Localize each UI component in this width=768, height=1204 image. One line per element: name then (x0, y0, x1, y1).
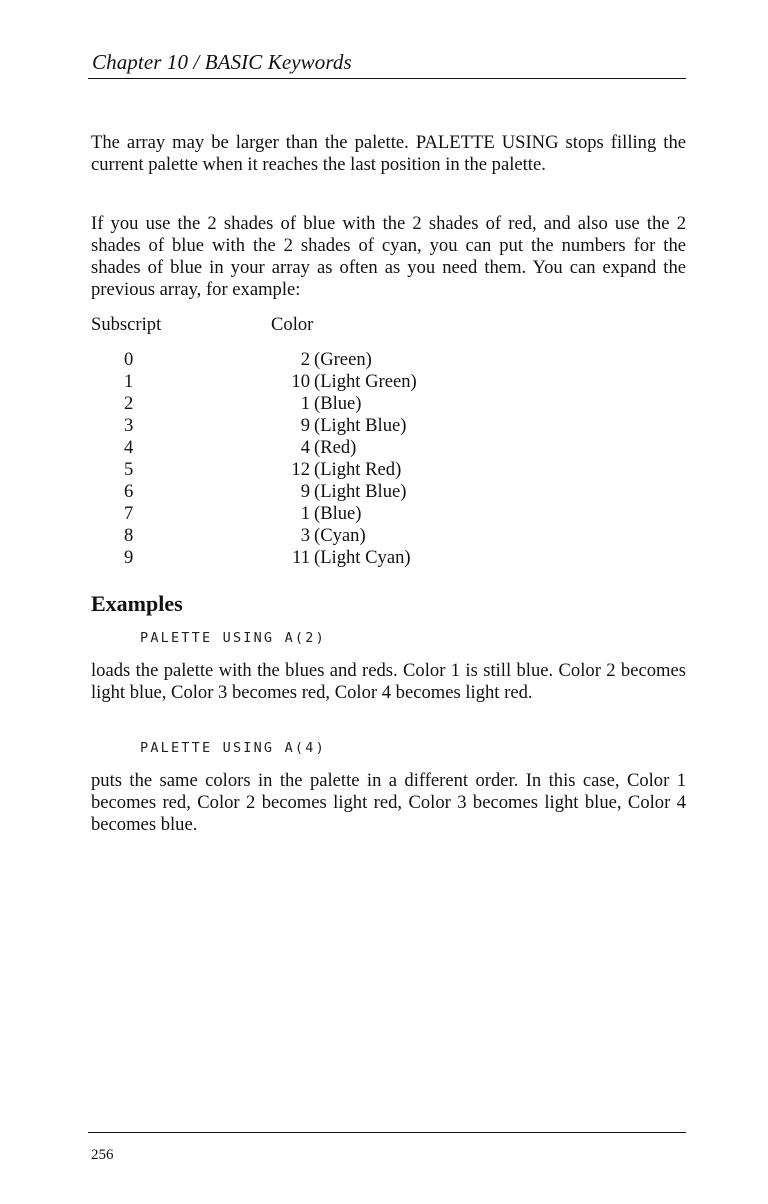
subscript-cell: 0 (124, 349, 134, 370)
color-name-cell: (Blue) (314, 393, 362, 414)
table-row (91, 437, 591, 459)
color-name-cell: (Light Blue) (314, 481, 407, 502)
table-row (91, 459, 591, 481)
subscript-cell: 7 (124, 503, 134, 524)
code-example-1: PALETTE USING A(2) (140, 630, 326, 646)
paragraph-shades: If you use the 2 shades of blue with the 2 shades of red, and also use the 2 shades of blue with the 2 shades of cyan, you can put the numbers for the shades of blue in your array as often as you need them. You can expand the previous array, for example: (91, 213, 686, 300)
paragraph-example-1: loads the palette with the blues and reds. Color 1 is still blue. Color 2 becomes light blue, Color 3 becomes red, Color 4 becomes light red. (91, 660, 686, 703)
color-number-cell: 3 (300, 525, 310, 546)
page-number: 256 (91, 1147, 114, 1163)
color-name-cell: (Light Cyan) (314, 547, 411, 568)
table-row (91, 525, 591, 547)
subscript-cell: 5 (124, 459, 134, 480)
color-name-cell: (Light Red) (314, 459, 402, 480)
color-number-cell: 2 (300, 349, 310, 370)
color-number-cell: 1 (300, 393, 310, 414)
table-row (91, 393, 591, 415)
running-head: Chapter 10 / BASIC Keywords (92, 50, 352, 74)
subscript-cell: 2 (124, 393, 134, 414)
color-number-cell: 10 (291, 371, 310, 392)
color-number-cell: 9 (300, 415, 310, 436)
color-name-cell: (Light Green) (314, 371, 417, 392)
table-row (91, 481, 591, 503)
table-row (91, 349, 591, 371)
subscript-cell: 4 (124, 437, 134, 458)
column-header-subscript: Subscript (91, 314, 162, 335)
column-header-color: Color (271, 314, 314, 335)
subscript-cell: 6 (124, 481, 134, 502)
color-name-cell: (Light Blue) (314, 415, 407, 436)
table-row (91, 547, 591, 569)
color-name-cell: (Blue) (314, 503, 362, 524)
table-row (91, 415, 591, 437)
color-number-cell: 9 (300, 481, 310, 502)
subscript-cell: 9 (124, 547, 134, 568)
header-rule (88, 78, 686, 79)
paragraph-example-2: puts the same colors in the palette in a different order. In this case, Color 1 becomes red, Color 2 becomes light red, Color 3 becomes light blue, Color 4 becomes blue. (91, 770, 686, 835)
table-row (91, 371, 591, 393)
table-row (91, 503, 591, 525)
subscript-cell: 1 (124, 371, 134, 392)
color-number-cell: 1 (300, 503, 310, 524)
subscript-cell: 8 (124, 525, 134, 546)
color-name-cell: (Cyan) (314, 525, 366, 546)
subscript-cell: 3 (124, 415, 134, 436)
examples-heading: Examples (91, 591, 183, 616)
color-number-cell: 4 (300, 437, 310, 458)
paragraph-array-size: The array may be larger than the palette. PALETTE USING stops filling the current palette when it reaches the last position in the palette. (91, 132, 686, 175)
table-body (91, 349, 591, 569)
color-number-cell: 12 (291, 459, 310, 480)
footer-rule (88, 1132, 686, 1133)
color-name-cell: (Red) (314, 437, 357, 458)
code-example-2: PALETTE USING A(4) (140, 740, 326, 756)
color-number-cell: 11 (292, 547, 310, 568)
color-name-cell: (Green) (314, 349, 372, 370)
